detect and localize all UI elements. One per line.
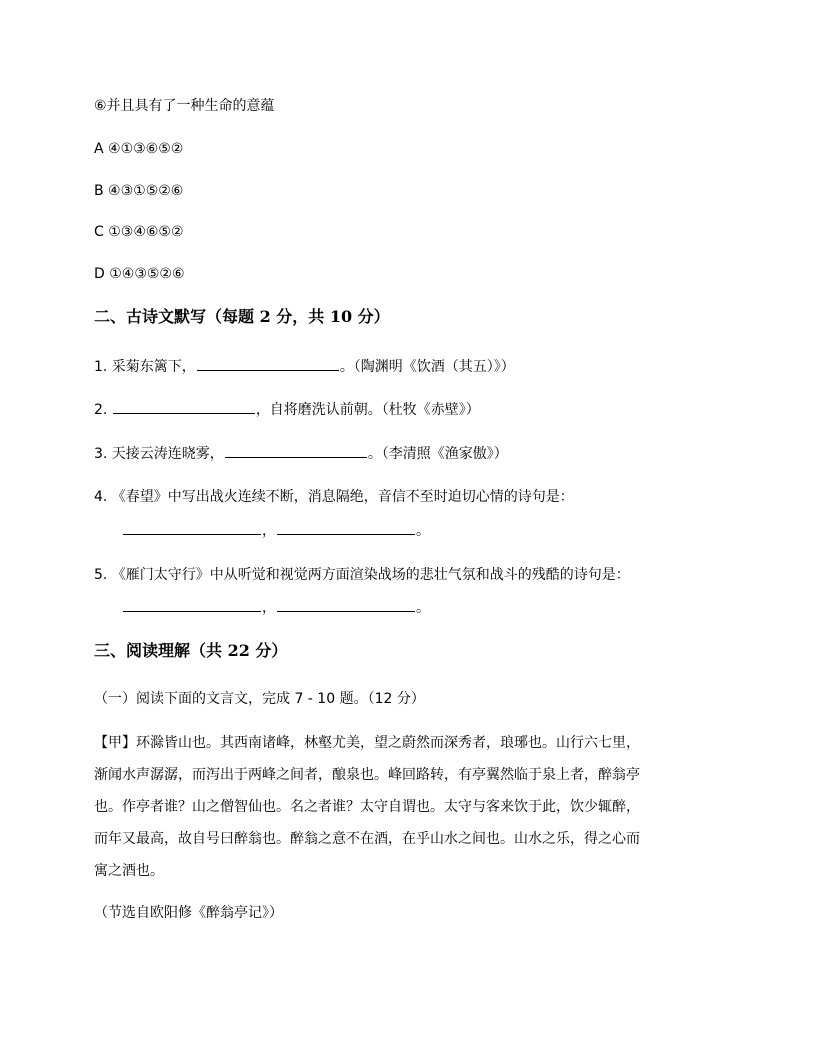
question-3	[94, 443, 508, 464]
passage-line: 也。作亭者谁？山之僧智仙也。名之者谁？太守自谓也。太守与客来饮于此，饮少辄醉，	[94, 799, 640, 815]
question-2-source: ，自将磨洗认前朝。（杜牧《赤壁》）	[255, 402, 480, 418]
answer-blank[interactable]	[277, 597, 415, 612]
question-4-text: 4. 《春望》中写出战火连续不断，消息隔绝，音信不至时迫切心情的诗句是：	[94, 489, 574, 505]
passage-line: 渐闻水声潺潺，而泻出于两峰之间者，酿泉也。峰回路转，有亭翼然临于泉上者，醉翁亭	[94, 767, 640, 783]
comma: ，	[262, 523, 276, 539]
passage-line: 寓之酒也。	[94, 863, 164, 879]
answer-blank[interactable]	[197, 356, 339, 371]
passage-line: 【甲】环滁皆山也。其西南诸峰，林壑尤美，望之蔚然而深秀者，琅琊也。山行六七里，	[94, 735, 640, 751]
choice-b: B ④③①⑤②⑥	[94, 183, 184, 199]
choice-d: D ①④③⑤②⑥	[94, 266, 185, 282]
option-item-6: ⑥并且具有了一种生命的意蕴	[94, 98, 275, 114]
section-3-heading: 三、阅读理解（共 22 分）	[94, 641, 288, 660]
comma: ，	[262, 600, 276, 616]
question-3-source: 。（李清照《渔家傲》）	[367, 446, 508, 462]
period: 。	[416, 523, 430, 539]
question-3-text: 3. 天接云涛连晓雾，	[94, 446, 224, 462]
question-2-number: 2.	[94, 402, 112, 418]
answer-blank[interactable]	[123, 520, 261, 535]
classical-passage	[94, 727, 734, 887]
question-5-answer	[122, 597, 430, 618]
question-1-text: 1. 采菊东篱下，	[94, 359, 196, 375]
answer-blank[interactable]	[123, 597, 261, 612]
question-2	[94, 399, 480, 420]
answer-blank[interactable]	[113, 399, 255, 414]
question-4-answer	[122, 520, 430, 541]
question-1-source: 。（陶渊明《饮酒（其五）》）	[339, 359, 515, 375]
question-1	[94, 356, 515, 377]
choice-a: A ④①③⑥⑤②	[94, 141, 184, 157]
question-5-text: 5. 《雁门太守行》中从听觉和视觉两方面渲染战场的悲壮气氛和战斗的残酷的诗句是：	[94, 567, 630, 583]
passage-line: 而年又最高，故自号曰醉翁也。醉翁之意不在酒，在乎山水之间也。山水之乐，得之心而	[94, 831, 640, 847]
answer-blank[interactable]	[225, 443, 367, 458]
period: 。	[416, 600, 430, 616]
answer-blank[interactable]	[277, 520, 415, 535]
section-2-heading: 二、古诗文默写（每题 2 分，共 10 分）	[94, 307, 390, 326]
passage-source: （节选自欧阳修《醉翁亭记》）	[94, 905, 283, 921]
choice-c: C ①③④⑥⑤②	[94, 224, 184, 240]
subsection-1-intro: （一）阅读下面的文言文，完成 7 - 10 题。（12 分）	[94, 691, 425, 707]
